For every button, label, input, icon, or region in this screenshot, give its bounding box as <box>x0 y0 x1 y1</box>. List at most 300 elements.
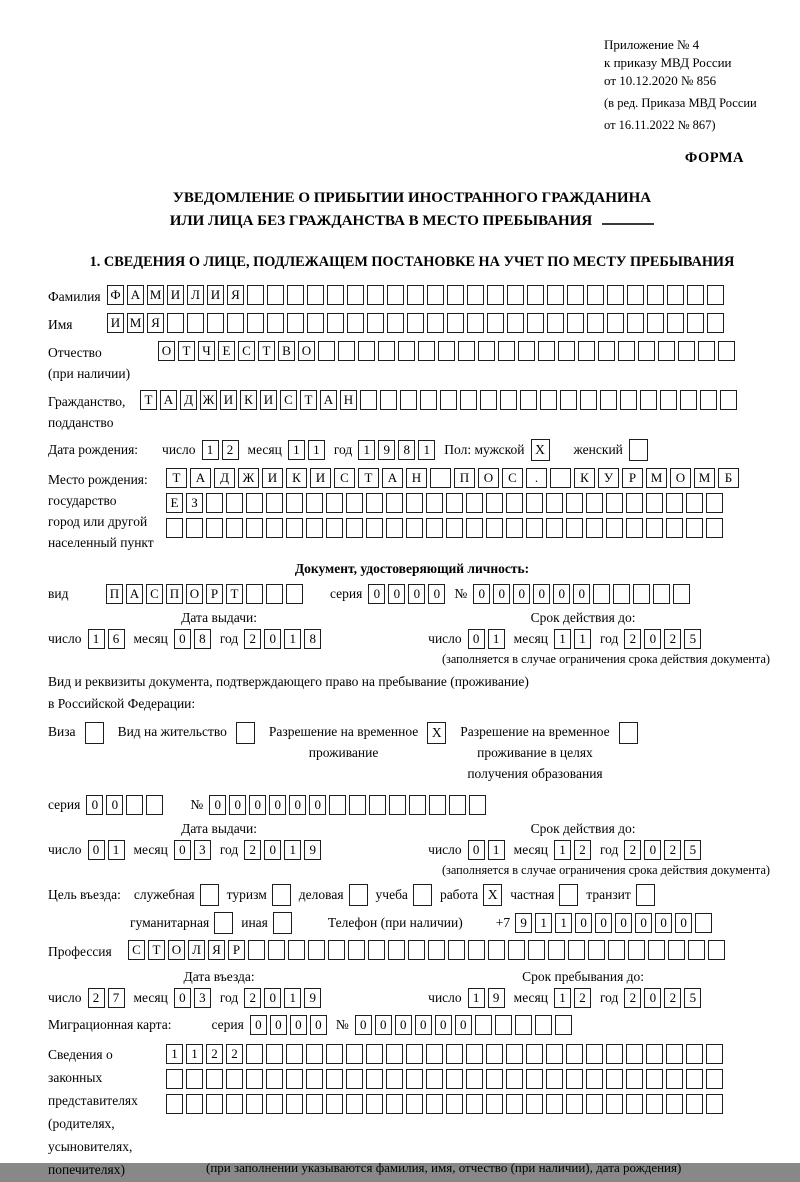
char-cell[interactable] <box>387 285 404 305</box>
char-cell[interactable] <box>426 1094 443 1114</box>
char-cell[interactable] <box>448 940 465 960</box>
temp-residence-checkbox[interactable]: X <box>427 722 446 744</box>
char-cell[interactable]: 0 <box>513 584 530 604</box>
char-cell[interactable] <box>667 285 684 305</box>
char-cell[interactable]: 0 <box>428 584 445 604</box>
char-cell[interactable] <box>446 518 463 538</box>
char-cell[interactable] <box>187 313 204 333</box>
char-cell[interactable] <box>346 1069 363 1089</box>
char-cell[interactable]: 1 <box>554 840 571 860</box>
char-cell[interactable] <box>447 285 464 305</box>
char-cell[interactable] <box>527 313 544 333</box>
char-cell[interactable] <box>186 518 203 538</box>
char-cell[interactable] <box>346 1094 363 1114</box>
char-cell[interactable]: М <box>127 313 144 333</box>
char-cell[interactable]: 2 <box>244 629 261 649</box>
char-cell[interactable] <box>660 390 677 410</box>
char-cell[interactable]: И <box>262 468 283 488</box>
char-cell[interactable] <box>247 285 264 305</box>
char-cell[interactable]: А <box>320 390 337 410</box>
char-cell[interactable] <box>440 390 457 410</box>
char-cell[interactable] <box>466 493 483 513</box>
char-cell[interactable] <box>515 1015 532 1035</box>
char-cell[interactable] <box>366 1044 383 1064</box>
char-cell[interactable] <box>507 285 524 305</box>
char-cell[interactable] <box>646 493 663 513</box>
char-cell[interactable] <box>226 518 243 538</box>
char-cell[interactable]: Я <box>227 285 244 305</box>
char-cell[interactable] <box>420 390 437 410</box>
char-cell[interactable]: Е <box>166 493 183 513</box>
char-cell[interactable] <box>186 1094 203 1114</box>
char-cell[interactable] <box>367 285 384 305</box>
char-cell[interactable] <box>329 795 346 815</box>
purpose-business-checkbox[interactable] <box>349 884 368 906</box>
char-cell[interactable] <box>567 285 584 305</box>
char-cell[interactable] <box>287 285 304 305</box>
char-cell[interactable] <box>667 313 684 333</box>
char-cell[interactable]: 2 <box>624 629 641 649</box>
char-cell[interactable]: Л <box>187 285 204 305</box>
char-cell[interactable]: Н <box>406 468 427 488</box>
char-cell[interactable] <box>386 1094 403 1114</box>
char-cell[interactable] <box>546 1044 563 1064</box>
char-cell[interactable] <box>206 1094 223 1114</box>
purpose-other-checkbox[interactable] <box>273 912 292 934</box>
char-cell[interactable] <box>638 341 655 361</box>
purpose-humanitarian-checkbox[interactable] <box>214 912 233 934</box>
char-cell[interactable]: 0 <box>86 795 103 815</box>
char-cell[interactable] <box>686 1094 703 1114</box>
char-cell[interactable] <box>429 795 446 815</box>
char-cell[interactable] <box>706 1094 723 1114</box>
char-cell[interactable]: С <box>128 940 145 960</box>
char-cell[interactable] <box>326 1094 343 1114</box>
char-cell[interactable] <box>666 1069 683 1089</box>
char-cell[interactable]: У <box>598 468 619 488</box>
char-cell[interactable]: 0 <box>573 584 590 604</box>
char-cell[interactable] <box>246 518 263 538</box>
char-cell[interactable] <box>367 313 384 333</box>
char-cell[interactable] <box>349 795 366 815</box>
char-cell[interactable]: О <box>158 341 175 361</box>
char-cell[interactable] <box>688 940 705 960</box>
sex-female-checkbox[interactable] <box>629 439 648 461</box>
char-cell[interactable] <box>327 285 344 305</box>
char-cell[interactable] <box>446 1094 463 1114</box>
char-cell[interactable]: 1 <box>488 840 505 860</box>
char-cell[interactable] <box>447 313 464 333</box>
char-cell[interactable] <box>678 341 695 361</box>
char-cell[interactable] <box>428 940 445 960</box>
char-cell[interactable]: 0 <box>368 584 385 604</box>
char-cell[interactable] <box>586 1044 603 1064</box>
char-cell[interactable] <box>386 493 403 513</box>
char-cell[interactable]: 0 <box>533 584 550 604</box>
char-cell[interactable] <box>346 518 363 538</box>
char-cell[interactable] <box>547 285 564 305</box>
char-cell[interactable]: . <box>526 468 547 488</box>
purpose-transit-checkbox[interactable] <box>636 884 655 906</box>
char-cell[interactable] <box>430 468 451 488</box>
char-cell[interactable] <box>246 493 263 513</box>
char-cell[interactable]: 5 <box>684 629 701 649</box>
char-cell[interactable]: 0 <box>174 840 191 860</box>
char-cell[interactable] <box>526 518 543 538</box>
char-cell[interactable]: Т <box>258 341 275 361</box>
char-cell[interactable] <box>446 1044 463 1064</box>
char-cell[interactable]: П <box>166 584 183 604</box>
char-cell[interactable] <box>526 1044 543 1064</box>
char-cell[interactable] <box>475 1015 492 1035</box>
char-cell[interactable]: 0 <box>675 913 692 933</box>
char-cell[interactable] <box>346 1044 363 1064</box>
char-cell[interactable] <box>588 940 605 960</box>
char-cell[interactable] <box>248 940 265 960</box>
char-cell[interactable]: 1 <box>186 1044 203 1064</box>
char-cell[interactable] <box>627 313 644 333</box>
char-cell[interactable]: Ж <box>200 390 217 410</box>
char-cell[interactable] <box>387 313 404 333</box>
char-cell[interactable]: 0 <box>468 629 485 649</box>
char-cell[interactable]: О <box>186 584 203 604</box>
char-cell[interactable] <box>686 1069 703 1089</box>
char-cell[interactable]: 9 <box>488 988 505 1008</box>
char-cell[interactable] <box>586 1069 603 1089</box>
char-cell[interactable] <box>386 518 403 538</box>
purpose-private-checkbox[interactable] <box>559 884 578 906</box>
char-cell[interactable] <box>666 1094 683 1114</box>
char-cell[interactable] <box>406 518 423 538</box>
char-cell[interactable] <box>346 493 363 513</box>
char-cell[interactable]: 0 <box>644 988 661 1008</box>
char-cell[interactable] <box>386 1069 403 1089</box>
char-cell[interactable]: О <box>670 468 691 488</box>
char-cell[interactable] <box>406 1094 423 1114</box>
char-cell[interactable]: Р <box>622 468 643 488</box>
char-cell[interactable]: 1 <box>554 629 571 649</box>
char-cell[interactable] <box>266 493 283 513</box>
char-cell[interactable] <box>427 313 444 333</box>
char-cell[interactable] <box>166 1069 183 1089</box>
char-cell[interactable] <box>146 795 163 815</box>
char-cell[interactable]: 0 <box>388 584 405 604</box>
char-cell[interactable] <box>506 1094 523 1114</box>
char-cell[interactable]: И <box>107 313 124 333</box>
char-cell[interactable] <box>266 584 283 604</box>
char-cell[interactable] <box>366 518 383 538</box>
char-cell[interactable] <box>328 940 345 960</box>
char-cell[interactable]: 0 <box>264 988 281 1008</box>
char-cell[interactable]: М <box>694 468 715 488</box>
char-cell[interactable]: 1 <box>358 440 375 460</box>
char-cell[interactable]: 1 <box>284 629 301 649</box>
char-cell[interactable]: 0 <box>473 584 490 604</box>
char-cell[interactable] <box>458 341 475 361</box>
char-cell[interactable] <box>627 285 644 305</box>
char-cell[interactable] <box>438 341 455 361</box>
sex-male-checkbox[interactable]: X <box>531 439 550 461</box>
char-cell[interactable] <box>388 940 405 960</box>
char-cell[interactable] <box>306 1044 323 1064</box>
char-cell[interactable] <box>409 795 426 815</box>
char-cell[interactable]: 0 <box>355 1015 372 1035</box>
char-cell[interactable] <box>586 1094 603 1114</box>
char-cell[interactable] <box>540 390 557 410</box>
char-cell[interactable]: 0 <box>249 795 266 815</box>
char-cell[interactable] <box>246 1094 263 1114</box>
char-cell[interactable] <box>680 390 697 410</box>
char-cell[interactable]: Т <box>300 390 317 410</box>
char-cell[interactable] <box>507 313 524 333</box>
char-cell[interactable] <box>526 1069 543 1089</box>
char-cell[interactable]: 1 <box>574 629 591 649</box>
char-cell[interactable] <box>266 1094 283 1114</box>
char-cell[interactable] <box>587 313 604 333</box>
char-cell[interactable]: 3 <box>194 840 211 860</box>
char-cell[interactable] <box>520 390 537 410</box>
char-cell[interactable]: 1 <box>202 440 219 460</box>
char-cell[interactable]: И <box>167 285 184 305</box>
char-cell[interactable]: И <box>220 390 237 410</box>
char-cell[interactable] <box>426 493 443 513</box>
char-cell[interactable] <box>446 1069 463 1089</box>
char-cell[interactable] <box>318 341 335 361</box>
char-cell[interactable]: 0 <box>309 795 326 815</box>
char-cell[interactable]: 0 <box>435 1015 452 1035</box>
char-cell[interactable] <box>286 1069 303 1089</box>
char-cell[interactable] <box>546 518 563 538</box>
purpose-work-checkbox[interactable]: X <box>483 884 502 906</box>
residence-permit-checkbox[interactable] <box>236 722 255 744</box>
char-cell[interactable] <box>607 285 624 305</box>
char-cell[interactable]: 0 <box>310 1015 327 1035</box>
char-cell[interactable] <box>566 1094 583 1114</box>
char-cell[interactable]: 1 <box>535 913 552 933</box>
char-cell[interactable] <box>487 313 504 333</box>
char-cell[interactable] <box>247 313 264 333</box>
char-cell[interactable]: 2 <box>624 840 641 860</box>
char-cell[interactable] <box>640 390 657 410</box>
char-cell[interactable] <box>718 341 735 361</box>
char-cell[interactable] <box>546 493 563 513</box>
char-cell[interactable]: П <box>106 584 123 604</box>
char-cell[interactable] <box>449 795 466 815</box>
char-cell[interactable] <box>506 518 523 538</box>
char-cell[interactable] <box>306 1069 323 1089</box>
char-cell[interactable]: 0 <box>415 1015 432 1035</box>
char-cell[interactable]: 0 <box>289 795 306 815</box>
char-cell[interactable] <box>626 1094 643 1114</box>
char-cell[interactable] <box>486 518 503 538</box>
char-cell[interactable] <box>700 390 717 410</box>
char-cell[interactable] <box>167 313 184 333</box>
char-cell[interactable] <box>389 795 406 815</box>
char-cell[interactable]: Т <box>148 940 165 960</box>
char-cell[interactable] <box>546 1094 563 1114</box>
temp-residence-education-checkbox[interactable] <box>619 722 638 744</box>
char-cell[interactable] <box>707 313 724 333</box>
char-cell[interactable] <box>286 518 303 538</box>
char-cell[interactable] <box>707 285 724 305</box>
char-cell[interactable]: И <box>310 468 331 488</box>
char-cell[interactable] <box>486 493 503 513</box>
char-cell[interactable] <box>666 493 683 513</box>
char-cell[interactable] <box>526 1094 543 1114</box>
char-cell[interactable] <box>567 313 584 333</box>
char-cell[interactable] <box>500 390 517 410</box>
char-cell[interactable] <box>706 493 723 513</box>
char-cell[interactable]: 2 <box>206 1044 223 1064</box>
char-cell[interactable]: 2 <box>88 988 105 1008</box>
char-cell[interactable] <box>548 940 565 960</box>
char-cell[interactable]: Я <box>208 940 225 960</box>
char-cell[interactable] <box>628 940 645 960</box>
char-cell[interactable] <box>406 1044 423 1064</box>
char-cell[interactable] <box>606 1069 623 1089</box>
char-cell[interactable] <box>587 285 604 305</box>
char-cell[interactable] <box>368 940 385 960</box>
char-cell[interactable] <box>288 940 305 960</box>
char-cell[interactable] <box>246 584 263 604</box>
char-cell[interactable] <box>446 493 463 513</box>
char-cell[interactable] <box>469 795 486 815</box>
char-cell[interactable] <box>286 493 303 513</box>
char-cell[interactable] <box>486 1094 503 1114</box>
char-cell[interactable] <box>326 1044 343 1064</box>
char-cell[interactable] <box>578 341 595 361</box>
char-cell[interactable] <box>267 285 284 305</box>
char-cell[interactable] <box>686 493 703 513</box>
char-cell[interactable] <box>618 341 635 361</box>
char-cell[interactable] <box>488 940 505 960</box>
char-cell[interactable] <box>607 313 624 333</box>
char-cell[interactable] <box>658 341 675 361</box>
char-cell[interactable] <box>646 1044 663 1064</box>
char-cell[interactable] <box>347 313 364 333</box>
char-cell[interactable] <box>687 285 704 305</box>
char-cell[interactable] <box>266 1069 283 1089</box>
char-cell[interactable] <box>566 493 583 513</box>
char-cell[interactable] <box>366 493 383 513</box>
char-cell[interactable] <box>606 1094 623 1114</box>
char-cell[interactable] <box>560 390 577 410</box>
char-cell[interactable] <box>418 341 435 361</box>
char-cell[interactable]: 0 <box>209 795 226 815</box>
char-cell[interactable]: 0 <box>468 840 485 860</box>
char-cell[interactable] <box>348 940 365 960</box>
char-cell[interactable] <box>633 584 650 604</box>
char-cell[interactable] <box>246 1069 263 1089</box>
char-cell[interactable]: 2 <box>624 988 641 1008</box>
char-cell[interactable]: 5 <box>684 988 701 1008</box>
char-cell[interactable]: 0 <box>408 584 425 604</box>
char-cell[interactable]: Б <box>718 468 739 488</box>
char-cell[interactable]: 0 <box>264 629 281 649</box>
char-cell[interactable] <box>380 390 397 410</box>
char-cell[interactable] <box>720 390 737 410</box>
char-cell[interactable] <box>598 341 615 361</box>
char-cell[interactable] <box>586 518 603 538</box>
char-cell[interactable]: 1 <box>166 1044 183 1064</box>
char-cell[interactable] <box>487 285 504 305</box>
char-cell[interactable] <box>226 1094 243 1114</box>
char-cell[interactable] <box>126 795 143 815</box>
char-cell[interactable] <box>186 1069 203 1089</box>
char-cell[interactable] <box>226 1069 243 1089</box>
char-cell[interactable]: М <box>147 285 164 305</box>
char-cell[interactable]: 8 <box>194 629 211 649</box>
char-cell[interactable] <box>695 913 712 933</box>
char-cell[interactable] <box>498 341 515 361</box>
char-cell[interactable] <box>568 940 585 960</box>
char-cell[interactable]: 0 <box>455 1015 472 1035</box>
char-cell[interactable]: Т <box>226 584 243 604</box>
char-cell[interactable]: 0 <box>644 840 661 860</box>
char-cell[interactable] <box>706 518 723 538</box>
char-cell[interactable] <box>308 940 325 960</box>
char-cell[interactable] <box>426 518 443 538</box>
char-cell[interactable]: 2 <box>664 629 681 649</box>
char-cell[interactable] <box>386 1044 403 1064</box>
char-cell[interactable]: А <box>160 390 177 410</box>
char-cell[interactable] <box>626 518 643 538</box>
char-cell[interactable] <box>166 518 183 538</box>
char-cell[interactable] <box>406 1069 423 1089</box>
char-cell[interactable] <box>307 313 324 333</box>
char-cell[interactable]: 0 <box>270 1015 287 1035</box>
char-cell[interactable]: С <box>238 341 255 361</box>
char-cell[interactable] <box>327 313 344 333</box>
char-cell[interactable] <box>706 1069 723 1089</box>
char-cell[interactable] <box>593 584 610 604</box>
char-cell[interactable] <box>535 1015 552 1035</box>
char-cell[interactable] <box>268 940 285 960</box>
char-cell[interactable] <box>518 341 535 361</box>
char-cell[interactable] <box>606 518 623 538</box>
char-cell[interactable]: И <box>207 285 224 305</box>
char-cell[interactable]: 1 <box>488 629 505 649</box>
char-cell[interactable] <box>526 493 543 513</box>
char-cell[interactable] <box>407 285 424 305</box>
char-cell[interactable] <box>586 493 603 513</box>
char-cell[interactable]: 2 <box>664 840 681 860</box>
char-cell[interactable] <box>653 584 670 604</box>
char-cell[interactable] <box>547 313 564 333</box>
char-cell[interactable] <box>286 1094 303 1114</box>
char-cell[interactable] <box>686 518 703 538</box>
char-cell[interactable] <box>566 1069 583 1089</box>
char-cell[interactable] <box>467 285 484 305</box>
char-cell[interactable]: С <box>334 468 355 488</box>
char-cell[interactable] <box>566 1044 583 1064</box>
char-cell[interactable] <box>546 1069 563 1089</box>
char-cell[interactable]: О <box>478 468 499 488</box>
char-cell[interactable] <box>366 1094 383 1114</box>
char-cell[interactable] <box>360 390 377 410</box>
char-cell[interactable] <box>606 1044 623 1064</box>
char-cell[interactable] <box>646 1069 663 1089</box>
char-cell[interactable]: 6 <box>108 629 125 649</box>
char-cell[interactable]: 2 <box>574 988 591 1008</box>
char-cell[interactable]: 0 <box>106 795 123 815</box>
char-cell[interactable] <box>646 518 663 538</box>
char-cell[interactable]: 0 <box>229 795 246 815</box>
char-cell[interactable] <box>673 584 690 604</box>
char-cell[interactable]: 1 <box>288 440 305 460</box>
char-cell[interactable] <box>495 1015 512 1035</box>
char-cell[interactable]: 8 <box>304 629 321 649</box>
